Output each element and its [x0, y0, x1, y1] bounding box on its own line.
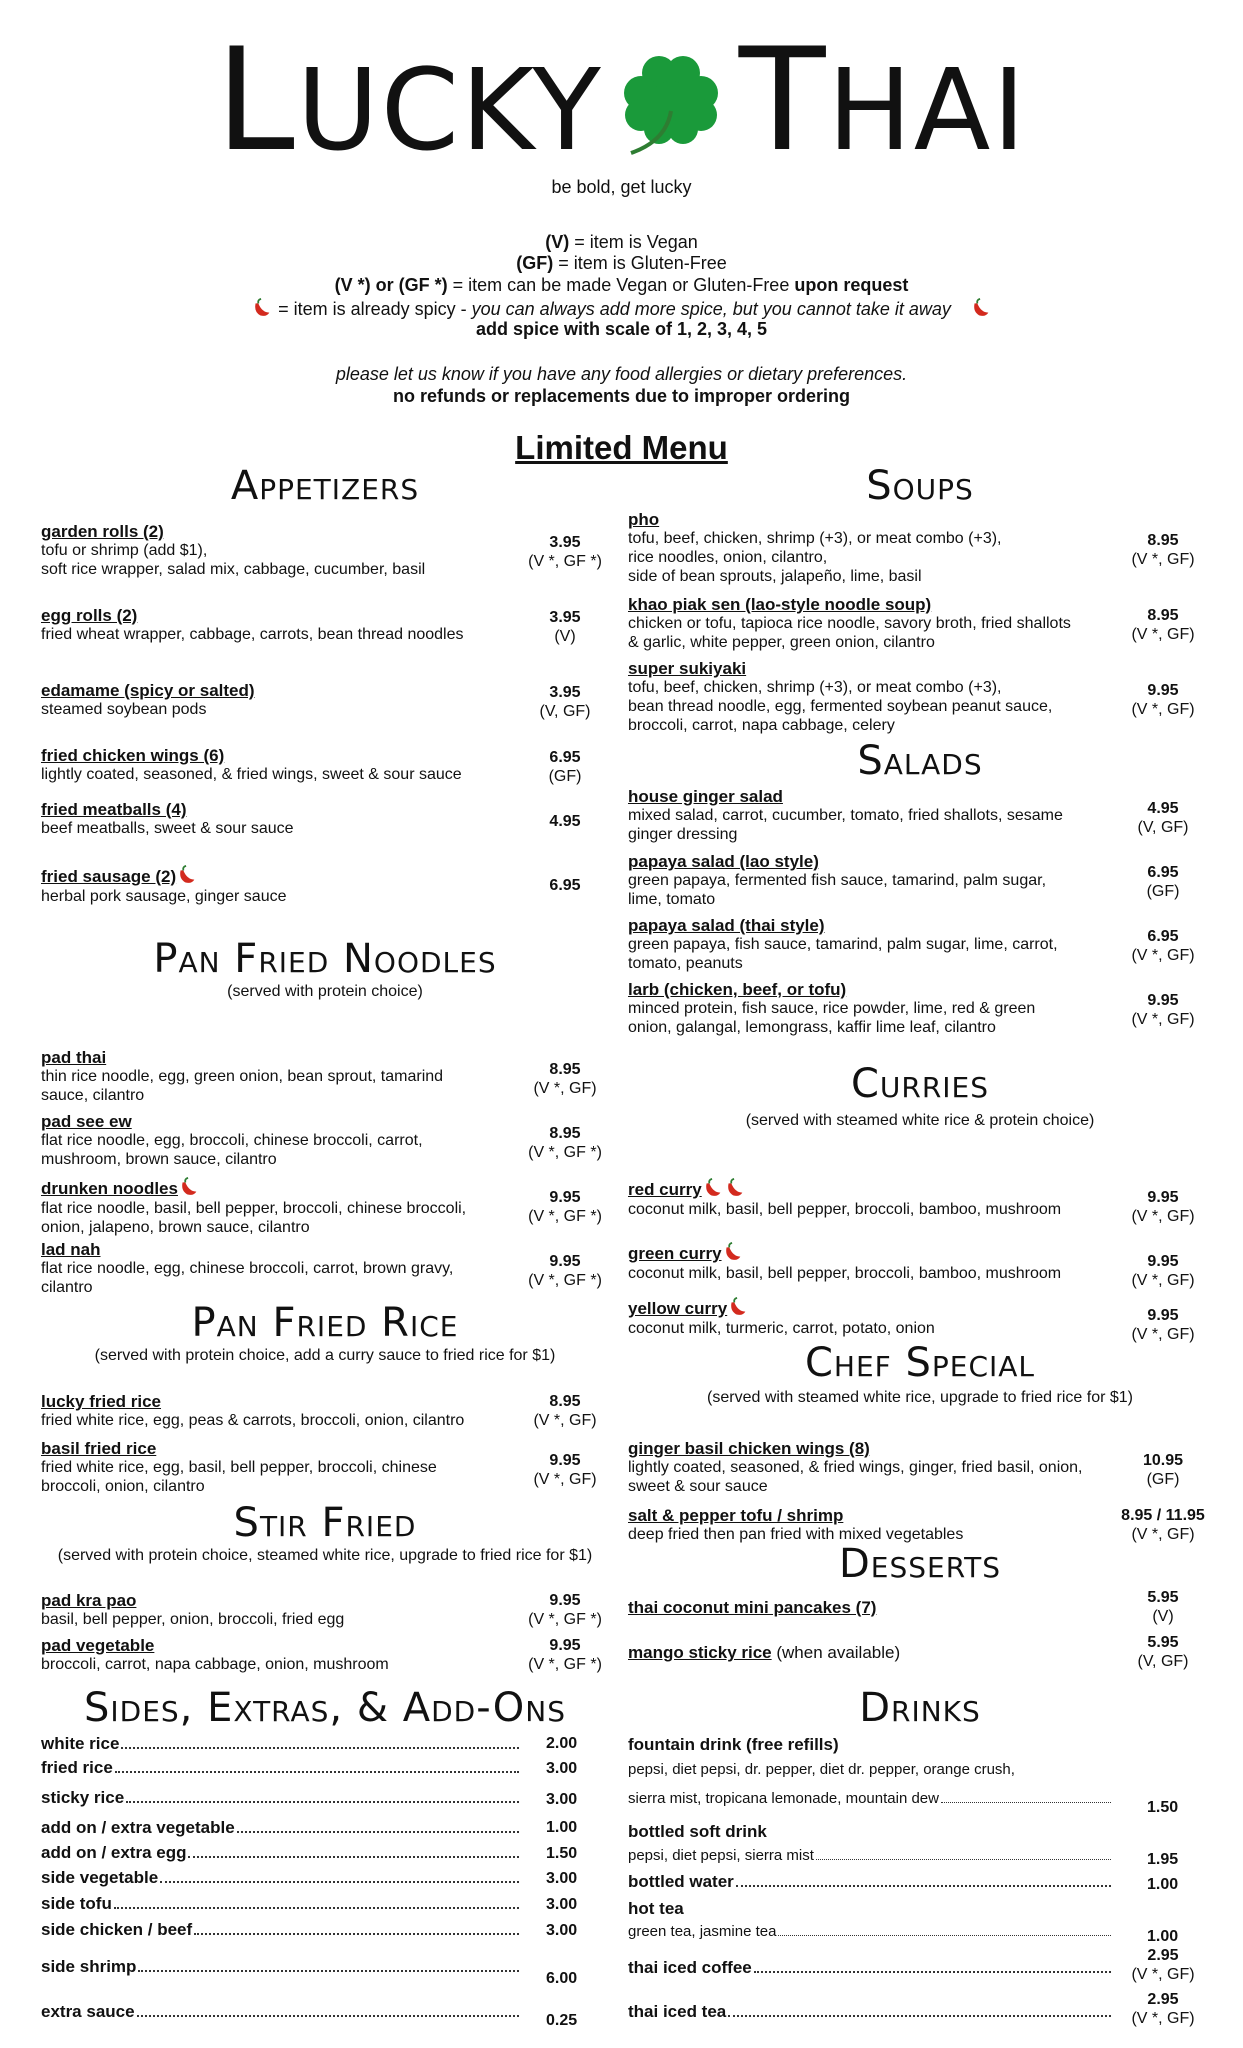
item-price: 6.95 (V *, GF)	[1131, 928, 1195, 964]
menu-item: khao piak sen (lao-style noodle soup) chicken or tofu, tapioca rice noodle, savory broth, fried shallots & garlic, white pepper, green onion, cilantro	[628, 595, 1071, 651]
item-price: 3.95 (V)	[549, 609, 581, 645]
side-price: 6.00	[546, 1970, 578, 1987]
item-price: 2.95 (V *, GF)	[1131, 1991, 1195, 2027]
chili-pepper-icon	[970, 297, 992, 319]
menu-item: lad nah flat rice noodle, egg, chinese broccoli, carrot, brown gravy, cilantro	[41, 1240, 454, 1296]
section-pan-fried-noodles: Pan Fried Noodles	[153, 936, 497, 982]
side-price: 3.00	[546, 1922, 578, 1939]
menu-item: green curry coconut milk, basil, bell pepper, broccoli, bamboo, mushroom	[628, 1241, 1098, 1283]
side-item: fried rice	[41, 1758, 521, 1778]
item-price: 8.95 (V *, GF)	[1131, 607, 1195, 643]
section-note: (served with protein choice)	[227, 983, 423, 1000]
menu-item: yellow curry coconut milk, turmeric, carrot, potato, onion	[628, 1296, 1098, 1338]
menu-item: pad vegetable broccoli, carrot, napa cabbage, onion, mushroom	[41, 1636, 389, 1673]
drink-price: 1.95	[1147, 1851, 1179, 1868]
item-price: 9.95 (V *, GF *)	[528, 1637, 602, 1673]
drink-price: 1.00	[1147, 1876, 1179, 1893]
item-price: 10.95 (GF)	[1142, 1452, 1184, 1488]
section-desserts: Desserts	[838, 1541, 1002, 1587]
menu-item: papaya salad (lao style) green papaya, fermented fish sauce, tamarind, palm sugar, lime, tomato	[628, 852, 1047, 908]
drink-desc-line: green tea, jasmine tea	[628, 1923, 1113, 1940]
side-price: 3.00	[546, 1870, 578, 1887]
refund-note: no refunds or replacements due to improper ordering	[392, 386, 851, 406]
side-item: add on / extra egg	[41, 1843, 521, 1863]
legend-spice-scale: add spice with scale of 1, 2, 3, 4, 5	[475, 319, 768, 339]
logo	[0, 18, 1243, 183]
menu-item: larb (chicken, beef, or tofu) minced protein, fish sauce, rice powder, lime, red & green onion, galangal, lemongrass, kaffir lime leaf, cilantro	[628, 980, 1036, 1036]
menu-item: house ginger salad mixed salad, carrot, cucumber, tomato, fried shallots, sesame ginger dressing	[628, 787, 1063, 843]
item-price: 4.95 (V, GF)	[1137, 800, 1189, 836]
legend-upon-request: (V *) or (GF *) = item can be made Vegan or Gluten-Free upon request	[334, 275, 909, 295]
item-price: 8.95 (V *, GF *)	[528, 1125, 602, 1161]
side-item: sticky rice	[41, 1788, 521, 1808]
item-price: 9.95 (V *, GF)	[1131, 1189, 1195, 1225]
drink-price: 1.50	[1147, 1799, 1179, 1816]
item-price: 9.95 (V *, GF)	[1131, 1307, 1195, 1343]
section-pan-fried-rice: Pan Fried Rice	[191, 1300, 459, 1346]
section-appetizers: Appetizers	[230, 463, 420, 509]
menu-item: mango sticky rice (when available)	[628, 1643, 901, 1662]
menu-item: ginger basil chicken wings (8) lightly coated, seasoned, & fried wings, ginger, fried basil, onion, sweet & sour sauce	[628, 1439, 1083, 1495]
item-price: 6.95 (GF)	[548, 749, 582, 785]
section-drinks: Drinks	[859, 1685, 981, 1731]
side-item: side tofu	[41, 1894, 521, 1914]
side-item: extra sauce	[41, 2002, 521, 2022]
drink-fountain: fountain drink (free refills)	[628, 1735, 839, 1754]
item-price: 9.95 (V *, GF *)	[528, 1592, 602, 1628]
section-note: (served with protein choice, add a curry sauce to fried rice for $1)	[94, 1347, 556, 1364]
menu-item: egg rolls (2) fried wheat wrapper, cabbage, carrots, bean thread noodles	[41, 606, 464, 643]
menu-item: garden rolls (2) tofu or shrimp (add $1), soft rice wrapper, salad mix, cabbage, cucumber, basil	[41, 522, 426, 578]
menu-item: edamame (spicy or salted) steamed soybean pods	[41, 681, 255, 718]
menu-item: pad kra pao basil, bell pepper, onion, broccoli, fried egg	[41, 1591, 345, 1628]
drink-thai-iced-coffee: thai iced coffee	[628, 1958, 1113, 1978]
chili-pepper-icon	[702, 1177, 724, 1199]
drink-bottled-soft: bottled soft drink	[628, 1822, 767, 1841]
section-note: (served with steamed white rice, upgrade to fried rice for $1)	[707, 1389, 1133, 1406]
item-price: 8.95 (V *, GF)	[1131, 532, 1195, 568]
menu-item: fried meatballs (4) beef meatballs, sweet & sour sauce	[41, 800, 294, 837]
menu-item: lucky fried rice fried white rice, egg, peas & carrots, broccoli, onion, cilantro	[41, 1392, 465, 1429]
side-item: side vegetable	[41, 1868, 521, 1888]
item-price: 6.95	[549, 877, 581, 894]
chili-pepper-icon	[176, 864, 198, 886]
item-price: 9.95 (V *, GF *)	[528, 1253, 602, 1289]
item-price: 9.95 (V *, GF)	[1131, 992, 1195, 1028]
tagline: be bold, get lucky	[551, 177, 692, 197]
section-chef-special: Chef Special	[804, 1340, 1036, 1386]
item-price: 4.95	[549, 813, 581, 830]
side-price: 2.00	[546, 1735, 578, 1752]
drink-hot-tea: hot tea	[628, 1899, 684, 1918]
item-price: 3.95 (V *, GF *)	[528, 534, 602, 570]
section-stir-fried: Stir Fried	[233, 1500, 417, 1546]
clover-icon	[611, 41, 731, 161]
drink-price: 1.00	[1147, 1928, 1179, 1945]
drink-desc: pepsi, diet pepsi, dr. pepper, diet dr. pepper, orange crush,	[628, 1761, 1015, 1778]
side-price: 1.00	[546, 1819, 578, 1836]
item-price: 8.95 (V *, GF)	[533, 1393, 597, 1429]
section-note: (served with protein choice, steamed white rice, upgrade to fried rice for $1)	[57, 1547, 593, 1564]
menu-item: red curry coconut milk, basil, bell pepper, broccoli, bamboo, mushroom	[628, 1177, 1098, 1219]
side-price: 3.00	[546, 1896, 578, 1913]
side-item: white rice	[41, 1734, 521, 1754]
menu-title: Limited Menu	[515, 429, 728, 466]
item-price: 5.95 (V, GF)	[1137, 1634, 1189, 1670]
menu-item: basil fried rice fried white rice, egg, basil, bell pepper, broccoli, chinese broccoli, onion, cilantro	[41, 1439, 437, 1495]
brand-name-left: LUCKY	[215, 18, 603, 183]
menu-item: thai coconut mini pancakes (7)	[628, 1598, 877, 1617]
menu-item: drunken noodles flat rice noodle, basil, bell pepper, broccoli, chinese broccoli, onion, jalapeno, brown sauce, cilantro	[41, 1176, 521, 1237]
item-price: 9.95 (V *, GF)	[533, 1452, 597, 1488]
side-price: 3.00	[546, 1760, 578, 1777]
item-price: 9.95 (V *, GF)	[1131, 1253, 1195, 1289]
allergy-note: please let us know if you have any food allergies or dietary preferences.	[335, 364, 908, 384]
drink-desc-line: pepsi, diet pepsi, sierra mist	[628, 1847, 1113, 1864]
menu-item: pho tofu, beef, chicken, shrimp (+3), or meat combo (+3), rice noodles, onion, cilantro, side of bean sprouts, jalapeño, lime, basil	[628, 510, 1002, 585]
legend-gluten-free: (GF) = item is Gluten-Free	[516, 253, 727, 273]
legend-vegan: (V) = item is Vegan	[545, 232, 698, 252]
side-item: side shrimp	[41, 1957, 521, 1977]
item-price: 5.95 (V)	[1147, 1589, 1179, 1625]
item-price: 6.95 (GF)	[1146, 864, 1180, 900]
menu-item: super sukiyaki tofu, beef, chicken, shrimp (+3), or meat combo (+3), bean thread noodle, egg, fermented soybean peanut sauce, broccoli, carrot, napa cabbage, celery	[628, 659, 1053, 734]
item-price: 3.95 (V, GF)	[539, 684, 591, 720]
brand-name-right: THAI	[738, 18, 1028, 183]
menu-item: fried sausage (2) herbal pork sausage, ginger sauce	[41, 864, 521, 906]
side-item: side chicken / beef	[41, 1920, 521, 1940]
menu-item: pad thai thin rice noodle, egg, green onion, bean sprout, tamarind sauce, cilantro	[41, 1048, 444, 1104]
menu-item: pad see ew flat rice noodle, egg, broccoli, chinese broccoli, carrot, mushroom, brown sauce, cilantro	[41, 1112, 423, 1168]
side-price: 3.00	[546, 1791, 578, 1808]
drink-desc-line: sierra mist, tropicana lemonade, mountain dew	[628, 1790, 1113, 1807]
chili-pepper-icon	[727, 1296, 749, 1318]
section-note: (served with steamed white rice & protein choice)	[745, 1112, 1095, 1129]
item-price: 8.95 (V *, GF)	[533, 1061, 597, 1097]
drink-thai-iced-tea: thai iced tea	[628, 2002, 1113, 2022]
side-item: add on / extra vegetable	[41, 1818, 521, 1838]
chili-pepper-icon	[178, 1176, 200, 1198]
section-curries: Curries	[850, 1061, 990, 1107]
menu-item: salt & pepper tofu / shrimp deep fried then pan fried with mixed vegetables	[628, 1506, 964, 1543]
side-price: 0.25	[546, 2012, 578, 2029]
menu-item: fried chicken wings (6) lightly coated, seasoned, & fried wings, sweet & sour sauce	[41, 746, 462, 783]
chili-pepper-icon	[724, 1177, 746, 1199]
chili-pepper-icon	[722, 1241, 744, 1263]
section-soups: Soups	[866, 463, 974, 509]
item-price: 8.95 / 11.95 (V *, GF)	[1121, 1507, 1205, 1543]
side-price: 1.50	[546, 1845, 578, 1862]
item-price: 9.95 (V *, GF *)	[528, 1189, 602, 1225]
chili-pepper-icon	[251, 297, 273, 319]
item-price: 2.95 (V *, GF)	[1131, 1947, 1195, 1983]
menu-item: papaya salad (thai style) green papaya, fish sauce, tamarind, palm sugar, lime, carrot, tomato, peanuts	[628, 916, 1058, 972]
section-sides: Sides, Extras, & Add-Ons	[84, 1685, 566, 1731]
drink-bottled-water: bottled water	[628, 1872, 1113, 1892]
section-salads: Salads	[857, 738, 983, 784]
legend-spicy: = item is already spicy - you can always add more spice, but you cannot take it away	[0, 297, 1243, 320]
item-price: 9.95 (V *, GF)	[1131, 682, 1195, 718]
